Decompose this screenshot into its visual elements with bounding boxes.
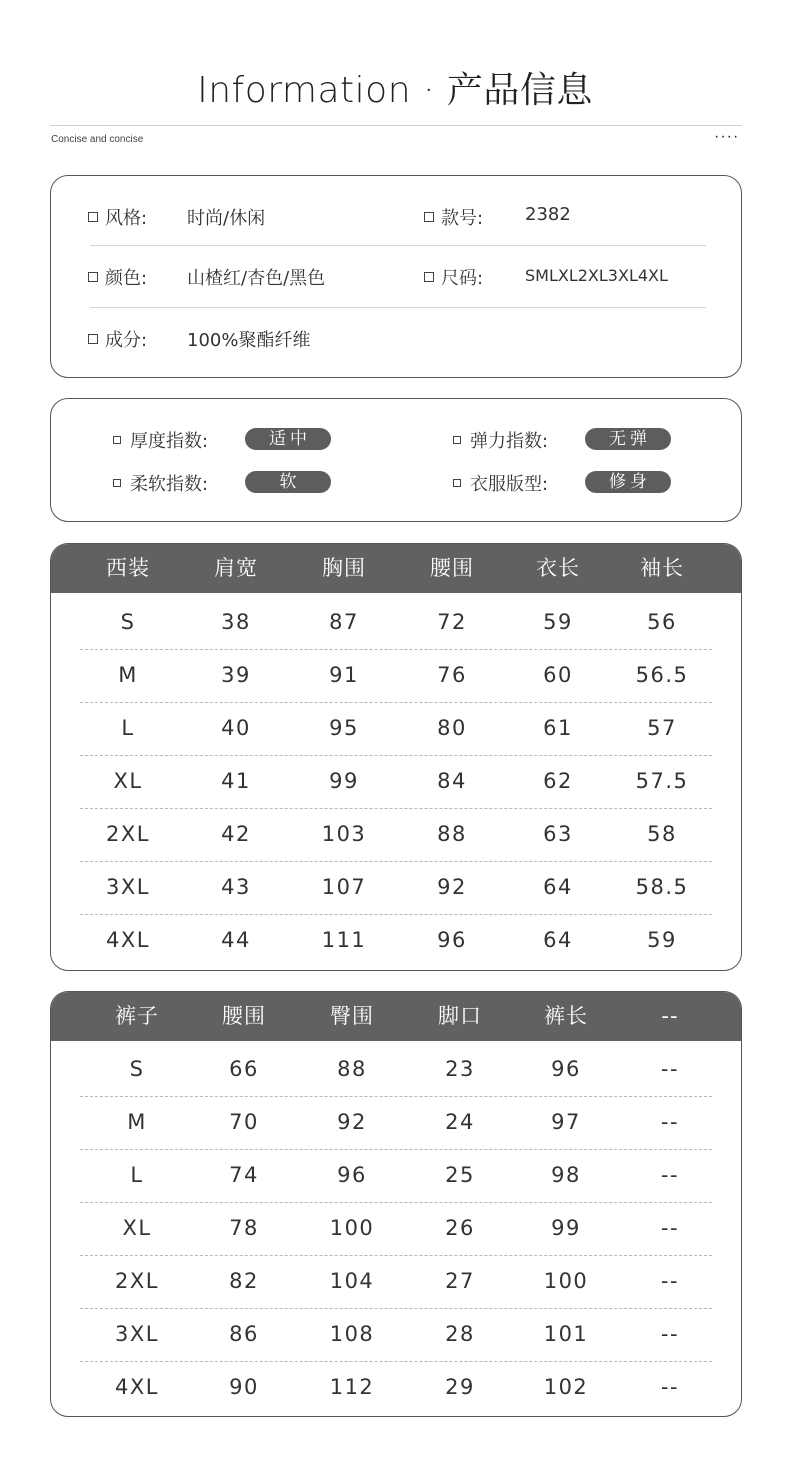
column-header: 脚口 (438, 1004, 482, 1028)
color-label: 颜色: (105, 268, 148, 289)
table-cell: 59 (543, 610, 573, 634)
table-header (51, 992, 741, 1041)
table-cell: S (120, 610, 136, 634)
column-header: 裤长 (544, 1004, 588, 1028)
column-header: 腰围 (430, 556, 474, 580)
attributes-card (50, 398, 742, 522)
table-cell: 59 (647, 928, 677, 952)
checkbox-square-icon (88, 212, 98, 222)
divider (90, 245, 706, 246)
column-header: 肩宽 (214, 556, 258, 580)
table-cell: 96 (551, 1057, 581, 1081)
table-row (51, 649, 741, 702)
table-cell: 3XL (115, 1322, 159, 1346)
table-cell: 90 (229, 1375, 259, 1399)
table-cell: 26 (445, 1216, 475, 1240)
fit-label: 衣服版型: (470, 474, 549, 495)
table-cell: 64 (543, 928, 573, 952)
divider (90, 307, 706, 308)
column-header: 西装 (106, 556, 150, 580)
table-cell: -- (660, 1269, 680, 1293)
column-header: 胸围 (322, 556, 366, 580)
table-cell: 86 (229, 1322, 259, 1346)
table-cell: 88 (437, 822, 467, 846)
thickness-badge: 适中 (245, 428, 331, 450)
column-header: 裤子 (115, 1004, 159, 1028)
table-row (51, 1096, 741, 1149)
table-cell: 72 (437, 610, 467, 634)
table-cell: L (121, 716, 135, 740)
table-cell: 29 (445, 1375, 475, 1399)
elasticity-badge: 无弹 (585, 428, 671, 450)
table-cell: 61 (543, 716, 573, 740)
table-cell: 3XL (106, 875, 150, 899)
table-cell: 23 (445, 1057, 475, 1081)
table-cell: 91 (329, 663, 359, 687)
table-cell: 4XL (106, 928, 150, 952)
table-row (51, 1149, 741, 1202)
size-field (424, 264, 483, 290)
table-cell: 42 (221, 822, 251, 846)
title-divider (50, 125, 742, 126)
table-cell: 70 (229, 1110, 259, 1134)
column-header: -- (661, 1004, 679, 1028)
elasticity-field (453, 427, 548, 453)
style-field (88, 204, 147, 230)
table-cell: 101 (543, 1322, 589, 1346)
table-row (51, 861, 741, 914)
checkbox-square-icon (88, 334, 98, 344)
style-label: 风格: (105, 208, 148, 229)
table-cell: 28 (445, 1322, 475, 1346)
table-cell: L (130, 1163, 144, 1187)
table-cell: 39 (221, 663, 251, 687)
table-row (51, 808, 741, 861)
model-value: 2382 (525, 204, 571, 225)
table-cell: 102 (543, 1375, 589, 1399)
table-cell: XL (113, 769, 143, 793)
table-cell: 63 (543, 822, 573, 846)
checkbox-square-icon (113, 479, 121, 487)
table-cell: 25 (445, 1163, 475, 1187)
table-cell: 24 (445, 1110, 475, 1134)
table-cell: -- (660, 1322, 680, 1346)
table-cell: 43 (221, 875, 251, 899)
table-cell: 41 (221, 769, 251, 793)
table-cell: 100 (329, 1216, 375, 1240)
table-cell: -- (660, 1375, 680, 1399)
column-header: 腰围 (222, 1004, 266, 1028)
column-header: 臀围 (330, 1004, 374, 1028)
table-cell: 60 (543, 663, 573, 687)
checkbox-square-icon (113, 436, 121, 444)
table-cell: 40 (221, 716, 251, 740)
model-label: 款号: (441, 208, 484, 229)
checkbox-square-icon (453, 436, 461, 444)
table-cell: 98 (551, 1163, 581, 1187)
table-cell: 108 (329, 1322, 375, 1346)
table-cell: -- (660, 1163, 680, 1187)
page-title: Information · 产品信息 (197, 70, 593, 111)
table-cell: 112 (329, 1375, 375, 1399)
table-row (51, 755, 741, 808)
table-row (51, 702, 741, 755)
table-cell: 103 (321, 822, 367, 846)
thickness-field (113, 427, 208, 453)
table-cell: 104 (329, 1269, 375, 1293)
table-cell: 99 (329, 769, 359, 793)
thickness-label: 厚度指数: (130, 431, 209, 452)
table-row (51, 1043, 741, 1096)
fit-field (453, 470, 548, 496)
table-cell: S (129, 1057, 145, 1081)
table-cell: 88 (337, 1057, 367, 1081)
table-cell: 27 (445, 1269, 475, 1293)
table-cell: 95 (329, 716, 359, 740)
table-cell: 78 (229, 1216, 259, 1240)
checkbox-square-icon (424, 212, 434, 222)
table-cell: 87 (329, 610, 359, 634)
table-cell: 96 (437, 928, 467, 952)
table-cell: -- (660, 1216, 680, 1240)
table-cell: 56.5 (635, 663, 689, 687)
style-value: 时尚/休闲 (187, 208, 266, 229)
table-cell: 38 (221, 610, 251, 634)
table-cell: 97 (551, 1110, 581, 1134)
size-value: SMLXL2XL3XL4XL (525, 266, 668, 285)
softness-badge: 软 (245, 471, 331, 493)
table-cell: 96 (337, 1163, 367, 1187)
pants-size-table (50, 991, 742, 1417)
table-cell: -- (660, 1057, 680, 1081)
color-field (88, 264, 147, 290)
elasticity-label: 弹力指数: (470, 431, 549, 452)
table-row (51, 1361, 741, 1414)
table-row (51, 596, 741, 649)
checkbox-square-icon (453, 479, 461, 487)
table-cell: 2XL (106, 822, 150, 846)
table-cell: 58.5 (635, 875, 689, 899)
material-field (88, 326, 147, 352)
table-cell: XL (122, 1216, 152, 1240)
material-value: 100%聚酯纤维 (187, 330, 311, 351)
table-row (51, 1255, 741, 1308)
table-cell: 66 (229, 1057, 259, 1081)
table-row (51, 914, 741, 967)
color-value: 山楂红/杏色/黑色 (187, 268, 326, 289)
product-info-card (50, 175, 742, 378)
table-cell: 80 (437, 716, 467, 740)
suit-size-table (50, 543, 742, 971)
table-cell: 2XL (115, 1269, 159, 1293)
table-cell: 44 (221, 928, 251, 952)
size-label: 尺码: (441, 268, 484, 289)
more-dots-icon: ···· (714, 128, 740, 145)
subtitle: Concise and concise (51, 134, 144, 145)
table-cell: 76 (437, 663, 467, 687)
table-cell: 74 (229, 1163, 259, 1187)
checkbox-square-icon (424, 272, 434, 282)
table-cell: 62 (543, 769, 573, 793)
table-cell: 100 (543, 1269, 589, 1293)
table-cell: 56 (647, 610, 677, 634)
table-cell: 4XL (115, 1375, 159, 1399)
table-row (51, 1202, 741, 1255)
table-cell: 82 (229, 1269, 259, 1293)
table-cell: 84 (437, 769, 467, 793)
table-cell: 57 (647, 716, 677, 740)
table-cell: 57.5 (635, 769, 689, 793)
fit-badge: 修身 (585, 471, 671, 493)
model-field (424, 204, 483, 230)
table-cell: M (118, 663, 138, 687)
softness-label: 柔软指数: (130, 474, 209, 495)
table-row (51, 1308, 741, 1361)
table-cell: 92 (437, 875, 467, 899)
checkbox-square-icon (88, 272, 98, 282)
table-cell: 111 (321, 928, 367, 952)
table-cell: 107 (321, 875, 367, 899)
column-header: 衣长 (536, 556, 580, 580)
material-label: 成分: (105, 330, 148, 351)
table-header (51, 544, 741, 593)
table-cell: 58 (647, 822, 677, 846)
table-cell: 92 (337, 1110, 367, 1134)
table-cell: 64 (543, 875, 573, 899)
softness-field (113, 470, 208, 496)
table-cell: -- (660, 1110, 680, 1134)
table-cell: M (127, 1110, 147, 1134)
column-header: 袖长 (640, 556, 684, 580)
table-cell: 99 (551, 1216, 581, 1240)
